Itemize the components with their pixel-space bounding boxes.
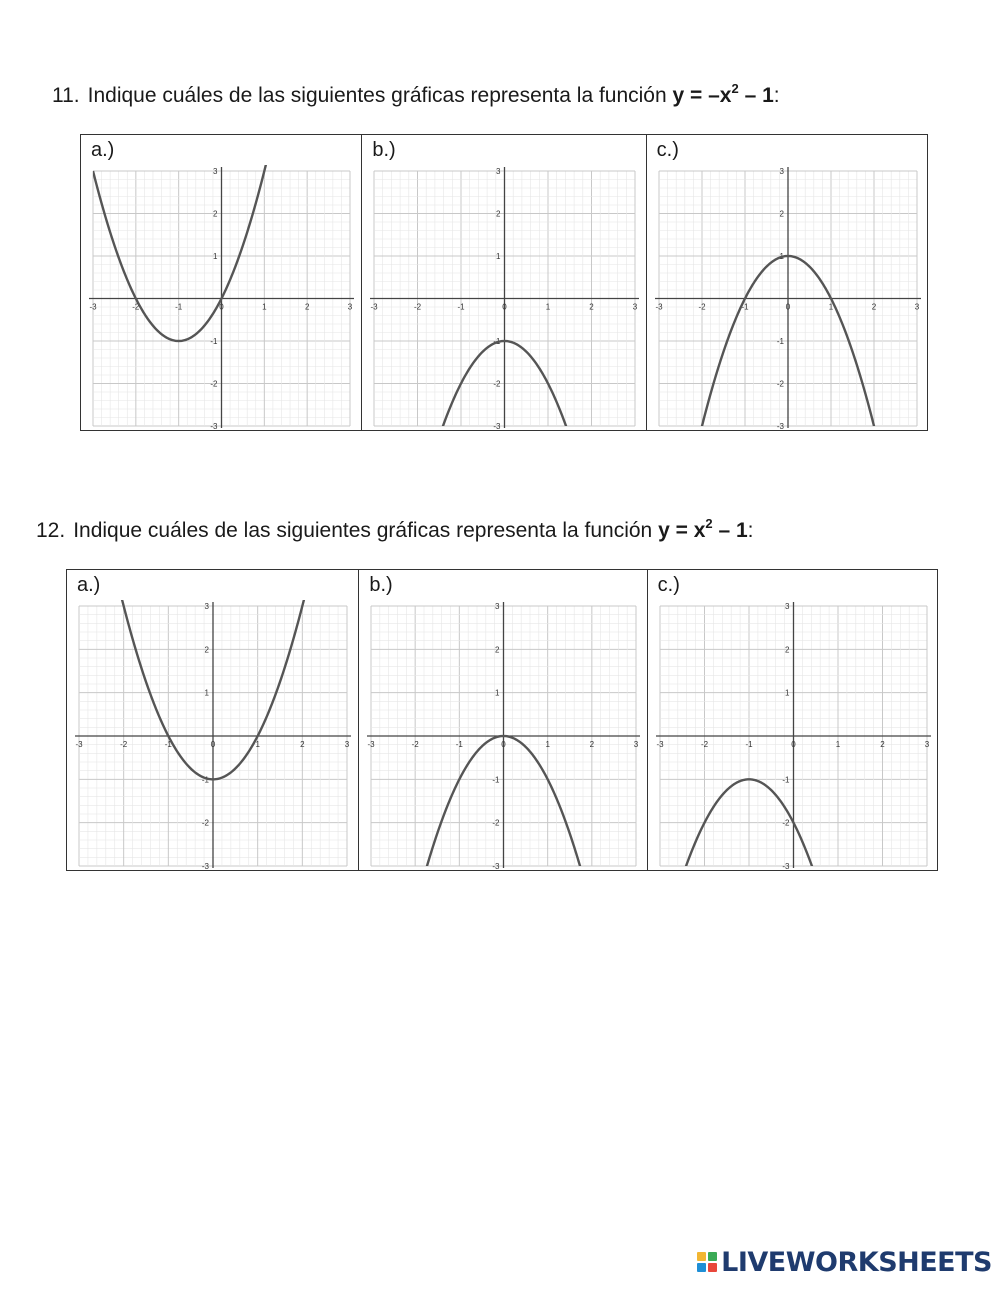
- x-tick-label: -3: [75, 740, 83, 749]
- question-text: Indique cuáles de las siguientes gráficas representa la función: [87, 84, 673, 107]
- x-tick-label: -2: [700, 740, 708, 749]
- y-tick-label: 2: [784, 645, 790, 655]
- x-tick-label: -2: [698, 302, 706, 312]
- y-tick-label: -1: [492, 775, 500, 785]
- y-tick-label: -3: [782, 862, 790, 871]
- y-tick-label: -2: [776, 379, 784, 389]
- y-tick-label: -3: [201, 862, 209, 871]
- x-tick-label: 0: [501, 740, 507, 749]
- y-tick-label: -1: [776, 337, 784, 346]
- x-tick-label: -2: [414, 302, 422, 312]
- y-tick-label: 2: [213, 209, 218, 219]
- x-tick-label: 0: [790, 740, 796, 749]
- option-label: a.): [77, 574, 101, 596]
- x-tick-label: 1: [546, 302, 551, 312]
- option-b[interactable]: [361, 135, 645, 430]
- x-tick-label: 1: [255, 740, 260, 749]
- y-tick-label: 1: [496, 252, 501, 261]
- x-tick-label: -3: [367, 740, 375, 749]
- x-tick-label: 3: [924, 740, 929, 749]
- x-tick-label: 0: [502, 302, 508, 312]
- question-title: 12. Indique cuáles de las siguientes gráficas representa la función $y = x^2 - 1$:: [36, 516, 754, 542]
- question-number: 11.: [52, 84, 80, 107]
- parabola-graph: [648, 570, 939, 872]
- option-c[interactable]: [646, 135, 927, 430]
- y-tick-label: -3: [493, 422, 501, 431]
- option-a[interactable]: [67, 570, 358, 870]
- y-tick-label: -3: [776, 422, 784, 431]
- y-tick-label: 1: [204, 688, 209, 698]
- y-tick-label: 3: [204, 602, 209, 611]
- y-tick-label: 1: [495, 688, 500, 698]
- x-tick-label: 2: [871, 302, 876, 312]
- logo-mark-icon: [697, 1252, 717, 1272]
- y-tick-label: 1: [784, 688, 790, 698]
- option-label: c.): [656, 139, 679, 161]
- y-tick-label: -2: [201, 818, 209, 828]
- x-tick-label: 0: [210, 740, 216, 749]
- x-tick-label: 1: [545, 740, 551, 749]
- option-label: b.): [369, 574, 393, 596]
- x-tick-label: 2: [589, 740, 595, 749]
- x-tick-label: 2: [879, 740, 885, 749]
- x-tick-label: -3: [89, 302, 97, 312]
- y-tick-label: 3: [213, 167, 218, 176]
- x-tick-label: 3: [634, 740, 639, 749]
- y-tick-label: -1: [201, 775, 209, 785]
- y-tick-label: -2: [492, 818, 500, 828]
- graph-options-table: [80, 134, 928, 431]
- x-tick-label: -1: [164, 740, 172, 749]
- y-tick-label: 1: [779, 252, 784, 261]
- equation: $y = -x^2 - 1$: [672, 81, 774, 107]
- x-tick-label: -3: [655, 302, 663, 312]
- x-tick-label: 0: [219, 302, 224, 312]
- x-tick-label: -1: [175, 302, 183, 312]
- x-tick-label: -2: [120, 740, 128, 749]
- parabola-graph: [81, 135, 362, 432]
- y-tick-label: 3: [784, 602, 790, 611]
- x-tick-label: 2: [589, 302, 595, 312]
- x-tick-label: 3: [633, 302, 638, 312]
- option-label: c.): [657, 574, 680, 596]
- option-label: a.): [91, 139, 115, 161]
- x-tick-label: 3: [344, 740, 350, 749]
- y-tick-label: -2: [210, 379, 218, 389]
- y-tick-label: 3: [779, 167, 784, 176]
- y-tick-label: -1: [210, 337, 218, 346]
- x-tick-label: 2: [304, 302, 310, 312]
- y-tick-label: 3: [495, 602, 500, 611]
- y-tick-label: -2: [493, 379, 501, 389]
- x-tick-label: 1: [262, 302, 267, 312]
- y-tick-label: -2: [782, 818, 790, 828]
- y-tick-label: -1: [782, 775, 790, 785]
- liveworksheets-logo: [697, 1247, 992, 1277]
- x-tick-label: 1: [835, 740, 840, 749]
- equation: $y = x^2 - 1$: [658, 516, 748, 542]
- x-tick-label: 2: [300, 740, 305, 749]
- y-tick-label: -3: [210, 422, 218, 431]
- x-tick-label: -1: [457, 302, 465, 312]
- option-b[interactable]: [358, 570, 646, 870]
- question-number: 12.: [36, 519, 66, 542]
- y-tick-label: 2: [779, 209, 784, 219]
- question-title: 11. Indique cuáles de las siguientes gráficas representa la función $y = -x^2 - 1$:: [52, 81, 780, 107]
- question-text: Indique cuáles de las siguientes gráficas representa la función: [73, 519, 659, 542]
- y-tick-label: 3: [496, 167, 501, 176]
- x-tick-label: -1: [456, 740, 464, 749]
- x-tick-label: -1: [741, 302, 749, 312]
- x-tick-label: 1: [828, 302, 833, 312]
- y-tick-label: 2: [496, 209, 501, 219]
- option-a[interactable]: [81, 135, 361, 430]
- option-label: b.): [372, 139, 396, 161]
- x-tick-label: -2: [411, 740, 420, 749]
- parabola-graph: [362, 135, 647, 432]
- graph-options-table: [66, 569, 938, 871]
- y-tick-label: 2: [204, 645, 209, 655]
- y-tick-label: -1: [493, 337, 501, 346]
- parabola-graph: [647, 135, 929, 432]
- logo-text: LIVEWORKSHEETS: [721, 1246, 992, 1278]
- option-c[interactable]: [647, 570, 937, 870]
- y-tick-label: 1: [213, 252, 218, 261]
- parabola-graph: [67, 570, 359, 872]
- x-tick-label: -2: [132, 302, 140, 312]
- x-tick-label: 3: [914, 302, 919, 312]
- x-tick-label: -1: [745, 740, 753, 749]
- x-tick-label: 0: [785, 302, 790, 312]
- y-tick-label: 2: [495, 645, 500, 655]
- y-tick-label: -3: [492, 862, 500, 871]
- parabola-graph: [359, 570, 648, 872]
- x-tick-label: -3: [656, 740, 664, 749]
- x-tick-label: -3: [370, 302, 378, 312]
- x-tick-label: 3: [347, 302, 353, 312]
